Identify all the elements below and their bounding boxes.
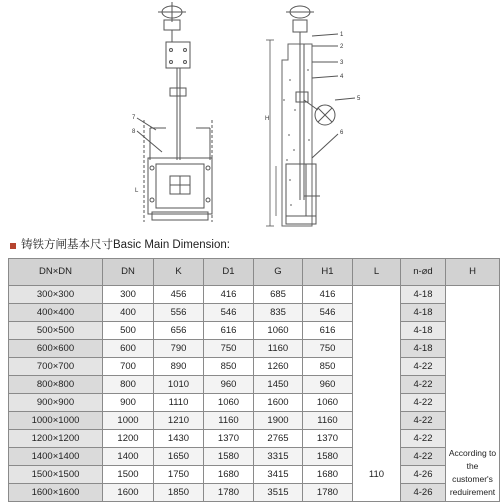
cell-h1: 850 xyxy=(303,358,353,376)
table-row xyxy=(9,286,500,304)
cell-g: 2765 xyxy=(254,430,303,448)
cell-k: 1210 xyxy=(154,412,204,430)
cell-d1: 416 xyxy=(204,286,254,304)
cell-dn: 800 xyxy=(103,376,154,394)
cell-h1: 960 xyxy=(303,376,353,394)
cell-d1: 960 xyxy=(204,376,254,394)
cell-h1: 1160 xyxy=(303,412,353,430)
cell-k: 1750 xyxy=(154,466,204,484)
cell-n-d: 4-18 xyxy=(401,322,446,340)
cell-d1: 1160 xyxy=(204,412,254,430)
cell-k: 456 xyxy=(154,286,204,304)
cell-dn: 1200 xyxy=(103,430,154,448)
cell-h1: 1780 xyxy=(303,484,353,502)
callout-7: 7 xyxy=(132,115,136,121)
header-l: L xyxy=(353,259,401,286)
cell-g: 1900 xyxy=(254,412,303,430)
cell-k: 1650 xyxy=(154,448,204,466)
cell-h1: 416 xyxy=(303,286,353,304)
cell-dn-dn: 500×500 xyxy=(9,322,103,340)
cell-n-d: 4-18 xyxy=(401,286,446,304)
cell-n-d: 4-18 xyxy=(401,304,446,322)
cell-k: 890 xyxy=(154,358,204,376)
header-g: G xyxy=(254,259,303,286)
cell-n-d: 4-26 xyxy=(401,484,446,502)
cell-k: 1110 xyxy=(154,394,204,412)
table-row xyxy=(9,466,500,484)
header-n-d: n-⌀d xyxy=(401,259,446,286)
handwheel-left xyxy=(158,2,186,42)
cell-d1: 1780 xyxy=(204,484,254,502)
cell-dn-dn: 1600×1600 xyxy=(9,484,103,502)
cell-h-merged: According to the customer's reduirement xyxy=(446,286,500,502)
table-row xyxy=(9,304,500,322)
cell-h1: 1680 xyxy=(303,466,353,484)
cell-n-d: 4-22 xyxy=(401,412,446,430)
cell-n-d: 4-26 xyxy=(401,466,446,484)
cell-n-d: 4-22 xyxy=(401,358,446,376)
cell-h1: 1060 xyxy=(303,394,353,412)
cell-h1: 1370 xyxy=(303,430,353,448)
header-k: K xyxy=(154,259,204,286)
cell-dn-dn: 1500×1500 xyxy=(9,466,103,484)
cell-n-d: 4-22 xyxy=(401,430,446,448)
cell-d1: 1680 xyxy=(204,466,254,484)
header-d1: D1 xyxy=(204,259,254,286)
dim-letter-l: L xyxy=(135,188,139,194)
table-row xyxy=(9,448,500,466)
cell-g: 3415 xyxy=(254,466,303,484)
cell-g: 3515 xyxy=(254,484,303,502)
dim-letter-h: H xyxy=(265,116,270,122)
table-header-row xyxy=(9,259,500,286)
header-dn: DN xyxy=(103,259,154,286)
table-row xyxy=(9,430,500,448)
callout-5: 5 xyxy=(357,96,361,102)
callout-8: 8 xyxy=(132,129,136,135)
cell-dn-dn: 1000×1000 xyxy=(9,412,103,430)
cell-d1: 1060 xyxy=(204,394,254,412)
header-dn-dn: DN×DN xyxy=(9,259,103,286)
cell-k: 1430 xyxy=(154,430,204,448)
cell-d1: 546 xyxy=(204,304,254,322)
cell-dn-dn: 800×800 xyxy=(9,376,103,394)
cell-dn-dn: 700×700 xyxy=(9,358,103,376)
callout-1: 1 xyxy=(340,32,344,38)
cell-h1: 616 xyxy=(303,322,353,340)
callout-3: 3 xyxy=(340,60,344,66)
section-title xyxy=(10,238,230,252)
handwheel-right xyxy=(286,6,314,44)
cell-d1: 850 xyxy=(204,358,254,376)
cell-d1: 616 xyxy=(204,322,254,340)
cell-h1: 1580 xyxy=(303,448,353,466)
cell-g: 1260 xyxy=(254,358,303,376)
cell-dn: 600 xyxy=(103,340,154,358)
cell-d1: 750 xyxy=(204,340,254,358)
cell-g: 1060 xyxy=(254,322,303,340)
cell-dn-dn: 900×900 xyxy=(9,394,103,412)
cell-dn: 300 xyxy=(103,286,154,304)
cell-dn: 1500 xyxy=(103,466,154,484)
callout-6: 6 xyxy=(340,130,344,136)
cell-k: 656 xyxy=(154,322,204,340)
cell-dn: 1000 xyxy=(103,412,154,430)
cell-dn: 500 xyxy=(103,322,154,340)
cell-g: 1160 xyxy=(254,340,303,358)
cell-d1: 1580 xyxy=(204,448,254,466)
header-h1: H1 xyxy=(303,259,353,286)
cell-dn-dn: 1200×1200 xyxy=(9,430,103,448)
cell-n-d: 4-18 xyxy=(401,340,446,358)
cell-d1: 1370 xyxy=(204,430,254,448)
table-row xyxy=(9,484,500,502)
cell-n-d: 4-22 xyxy=(401,376,446,394)
technical-drawing xyxy=(0,0,500,238)
table-row xyxy=(9,394,500,412)
cell-dn-dn: 600×600 xyxy=(9,340,103,358)
table-row xyxy=(9,376,500,394)
header-h: H xyxy=(446,259,500,286)
callout-4: 4 xyxy=(340,74,344,80)
table-row xyxy=(9,358,500,376)
cell-k: 790 xyxy=(154,340,204,358)
gate-drawing-svg xyxy=(0,0,500,238)
cell-h1: 750 xyxy=(303,340,353,358)
cell-g: 685 xyxy=(254,286,303,304)
section-title-text: 铸铁方闸基本尺寸Basic Main Dimension: xyxy=(21,239,230,251)
table-row xyxy=(9,322,500,340)
cell-dn-dn: 400×400 xyxy=(9,304,103,322)
cell-n-d: 4-22 xyxy=(401,394,446,412)
table-row xyxy=(9,412,500,430)
cell-l-merged: 110 xyxy=(353,286,401,502)
cell-k: 1850 xyxy=(154,484,204,502)
callout-2: 2 xyxy=(340,44,344,50)
table-row xyxy=(9,340,500,358)
cell-dn: 900 xyxy=(103,394,154,412)
cell-dn-dn: 300×300 xyxy=(9,286,103,304)
cell-dn: 1400 xyxy=(103,448,154,466)
cell-h1: 546 xyxy=(303,304,353,322)
dimension-table xyxy=(8,258,500,502)
cell-k: 1010 xyxy=(154,376,204,394)
cell-g: 3315 xyxy=(254,448,303,466)
cell-g: 1450 xyxy=(254,376,303,394)
cell-g: 835 xyxy=(254,304,303,322)
cell-dn-dn: 1400×1400 xyxy=(9,448,103,466)
headstock-plate xyxy=(166,42,190,68)
cell-dn: 700 xyxy=(103,358,154,376)
cell-n-d: 4-22 xyxy=(401,448,446,466)
cell-dn: 400 xyxy=(103,304,154,322)
cell-g: 1600 xyxy=(254,394,303,412)
cell-dn: 1600 xyxy=(103,484,154,502)
title-bullet-icon xyxy=(10,243,16,249)
cell-k: 556 xyxy=(154,304,204,322)
